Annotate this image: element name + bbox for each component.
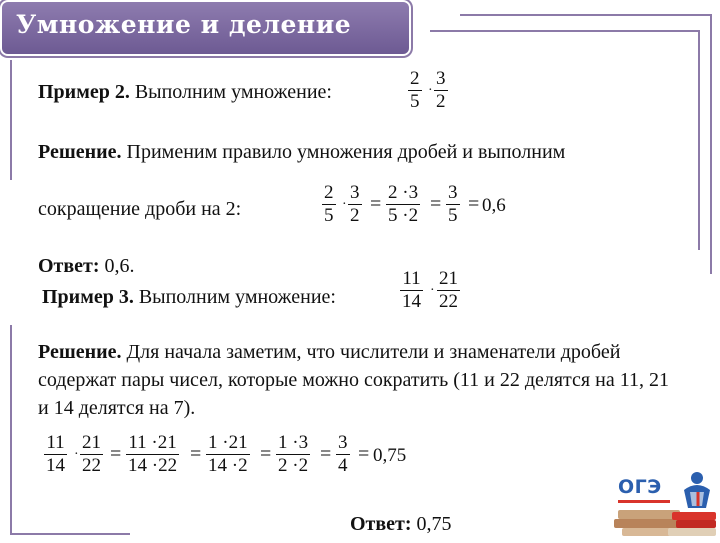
fraction-numerator: 11 bbox=[402, 268, 421, 289]
solution1-result: 0,6 bbox=[482, 195, 506, 216]
solution1-fraction-3 bbox=[386, 182, 420, 227]
fraction-numerator: 21 bbox=[82, 432, 101, 453]
solution2-fraction-4 bbox=[206, 432, 250, 477]
solution2-result: 0,75 bbox=[373, 445, 407, 466]
fraction-numerator: 3 bbox=[338, 432, 348, 453]
solution1-line1 bbox=[38, 140, 565, 164]
solution2-fraction-3 bbox=[126, 432, 179, 477]
solution2-fraction-5 bbox=[276, 432, 310, 477]
page-title: Умножение и деление bbox=[16, 10, 352, 39]
fraction-numerator: 2 bbox=[410, 68, 420, 89]
answer2-value: 0,75 bbox=[411, 513, 452, 535]
fraction-denominator: 22 bbox=[82, 455, 101, 476]
logo-text: ОГЭ bbox=[618, 476, 662, 498]
equals-sign: = bbox=[468, 193, 480, 215]
equals-sign: = bbox=[358, 443, 370, 465]
fraction-denominator: 14 ·22 bbox=[128, 455, 178, 476]
fraction-denominator: 14 bbox=[402, 291, 421, 312]
example3-text: Выполним умножение: bbox=[133, 286, 336, 308]
frame-line-left-outer bbox=[10, 60, 12, 180]
fraction-denominator: 5 bbox=[410, 91, 420, 112]
answer1-value: 0,6. bbox=[99, 255, 135, 277]
fraction-denominator: 22 bbox=[439, 291, 458, 312]
equals-sign: = bbox=[370, 193, 382, 215]
equals-sign: = bbox=[260, 443, 272, 465]
example2-label: Пример 2. bbox=[38, 81, 130, 103]
title-banner bbox=[2, 2, 409, 54]
fraction-numerator: 21 bbox=[439, 268, 458, 289]
fraction-numerator: 1 ·21 bbox=[208, 432, 248, 453]
equals-sign: = bbox=[190, 443, 202, 465]
example2-fraction-2 bbox=[434, 68, 448, 113]
frame-line-right-outer bbox=[710, 14, 712, 274]
fraction-numerator: 3 bbox=[350, 182, 360, 203]
example2-text: Выполним умножение: bbox=[129, 81, 332, 103]
fraction-numerator: 11 bbox=[46, 432, 65, 453]
solution2-fraction-6 bbox=[336, 432, 350, 477]
solution2-text: Для начала заметим, что числители и знаменатели дробей содержат пары чисел, которые можно сократить (11 и 22 делятся на 11, 21 и 14 делятся на 7). bbox=[38, 341, 669, 419]
equals-sign: = bbox=[110, 443, 122, 465]
fraction-denominator: 2 bbox=[350, 205, 360, 226]
example3-fraction-2 bbox=[437, 268, 460, 313]
fraction-numerator: 2 bbox=[324, 182, 334, 203]
fraction-denominator: 2 bbox=[436, 91, 446, 112]
solution1-fraction-2 bbox=[348, 182, 362, 227]
fraction-denominator: 4 bbox=[338, 455, 348, 476]
equals-sign: = bbox=[320, 443, 332, 465]
frame-line-top-right bbox=[460, 14, 710, 16]
example2-line bbox=[38, 80, 332, 104]
solution2-fraction-2 bbox=[80, 432, 103, 477]
fraction-denominator: 5 bbox=[324, 205, 334, 226]
multiply-dot: · bbox=[342, 197, 347, 212]
fraction-numerator: 3 bbox=[436, 68, 446, 89]
multiply-dot: · bbox=[428, 83, 433, 98]
frame-line-left-lower bbox=[10, 325, 12, 535]
fraction-denominator: 5 ·2 bbox=[388, 205, 419, 226]
frame-line-right-inner bbox=[698, 30, 700, 250]
example3-fraction-1 bbox=[400, 268, 423, 313]
solution2-label: Решение. bbox=[38, 341, 122, 363]
fraction-denominator: 5 bbox=[448, 205, 458, 226]
oge-logo bbox=[612, 466, 718, 538]
multiply-dot: · bbox=[430, 283, 435, 298]
frame-line-top-right-inner bbox=[430, 30, 698, 32]
solution1-line2: сокращение дроби на 2: bbox=[38, 198, 242, 220]
equals-sign: = bbox=[430, 193, 442, 215]
answer2-line bbox=[350, 512, 452, 536]
fraction-numerator: 1 ·3 bbox=[278, 432, 309, 453]
fraction-denominator: 2 ·2 bbox=[278, 455, 309, 476]
fraction-numerator: 2 ·3 bbox=[388, 182, 419, 203]
example3-line bbox=[42, 285, 336, 309]
answer2-label: Ответ: bbox=[350, 513, 412, 535]
fraction-numerator: 11 ·21 bbox=[128, 432, 177, 453]
logo-underline bbox=[618, 500, 670, 503]
answer1-line bbox=[38, 254, 135, 278]
multiply-dot: · bbox=[74, 447, 79, 462]
example3-label: Пример 3. bbox=[42, 286, 134, 308]
fraction-denominator: 14 bbox=[46, 455, 65, 476]
solution1-label: Решение. bbox=[38, 141, 122, 163]
frame-line-bottom-left bbox=[10, 533, 130, 535]
solution1-text: Применим правило умножения дробей и выполним bbox=[121, 141, 566, 163]
solution1-fraction-1 bbox=[322, 182, 336, 227]
fraction-denominator: 14 ·2 bbox=[208, 455, 248, 476]
solution2-paragraph bbox=[38, 338, 683, 422]
solution2-fraction-1 bbox=[44, 432, 67, 477]
solution1-fraction-4 bbox=[446, 182, 460, 227]
example2-fraction-1 bbox=[408, 68, 422, 113]
answer1-label: Ответ: bbox=[38, 255, 100, 277]
fraction-numerator: 3 bbox=[448, 182, 458, 203]
